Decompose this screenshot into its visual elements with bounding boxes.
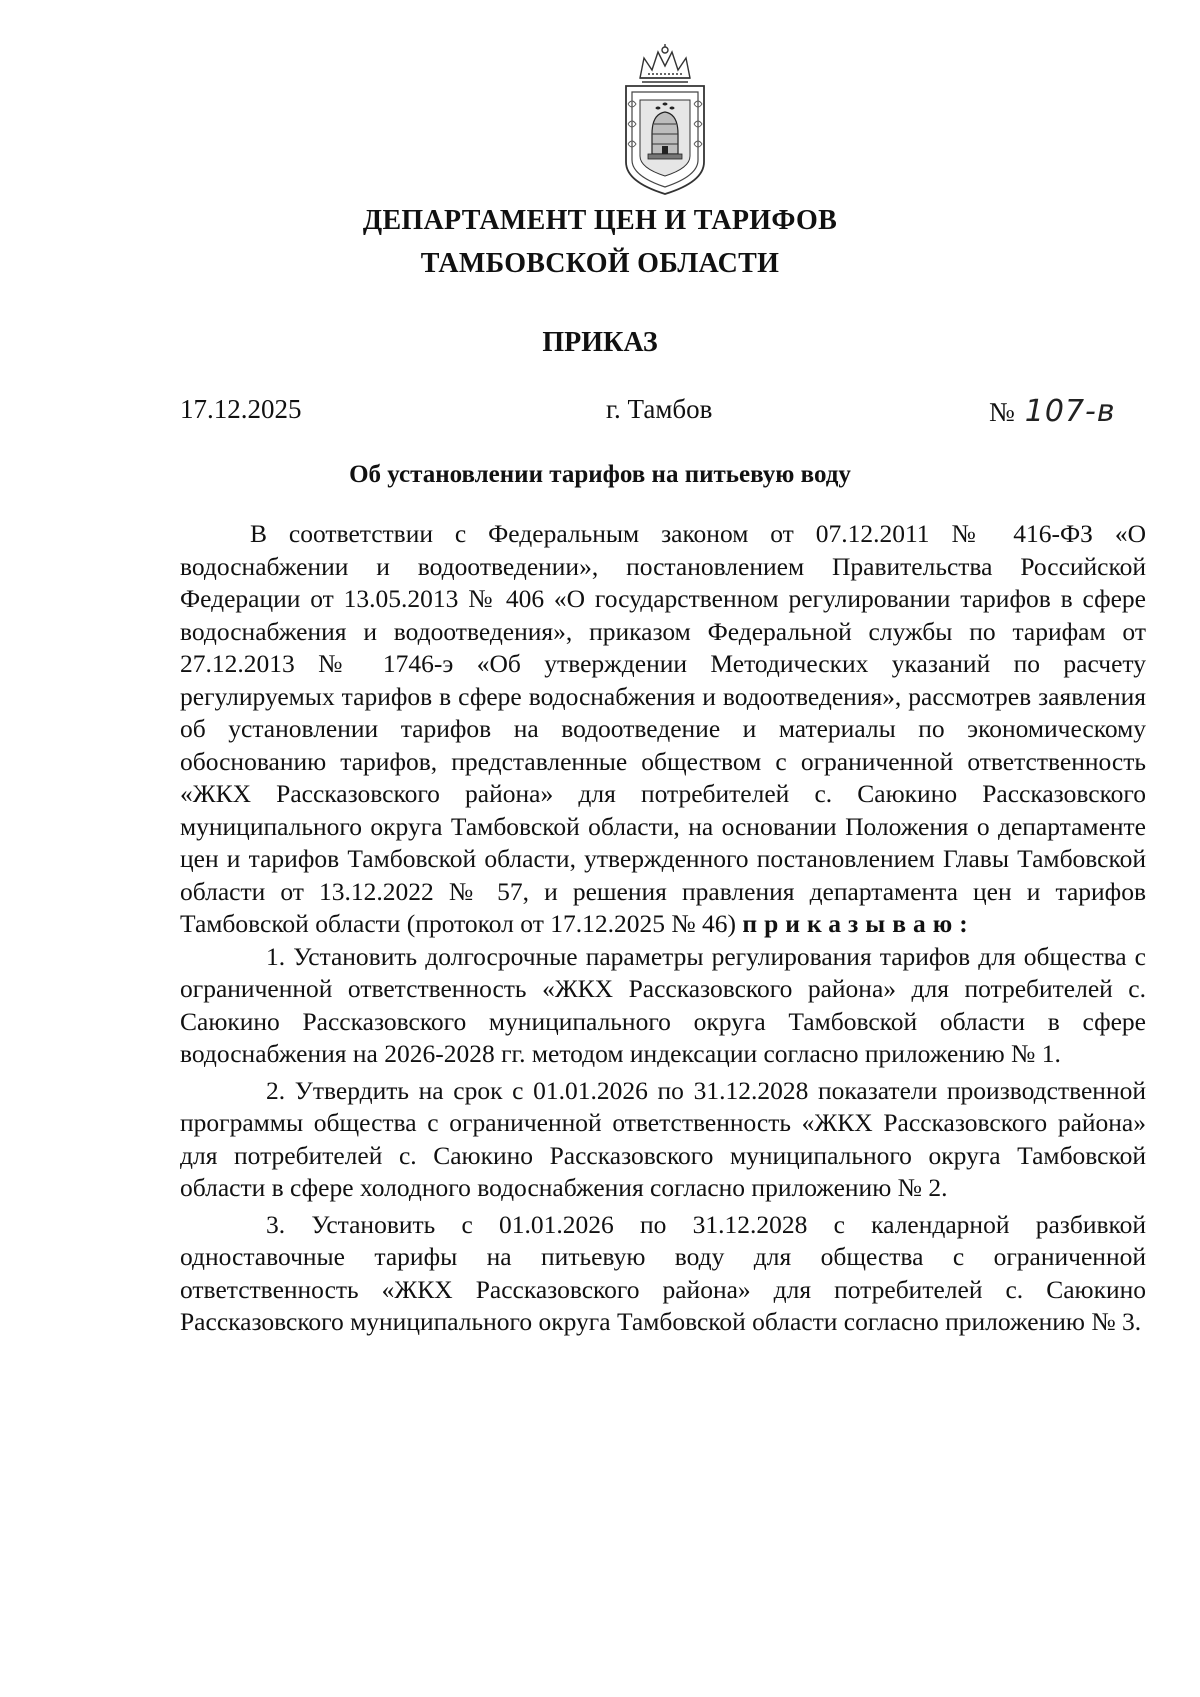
order-date: 17.12.2025 — [180, 394, 302, 424]
order-number — [989, 394, 1116, 429]
department-name-line1: ДЕПАРТАМЕНТ ЦЕН И ТАРИФОВ — [362, 205, 838, 236]
order-city: г. Тамбов — [606, 394, 713, 424]
handwritten-number: 107-в — [1024, 394, 1116, 429]
document-type-title: ПРИКАЗ — [542, 327, 658, 358]
preamble-paragraph — [180, 518, 1146, 941]
department-name-line2: ТАМБОВСКОЙ ОБЛАСТИ — [420, 248, 780, 279]
order-body — [180, 518, 1146, 1339]
order-item-2: 2. Утвердить на срок с 01.01.2026 по 31.12.2028 показатели производственной программы общества с ограниченной ответственность «ЖКХ Рассказовского района» для потребителей с. Саюкино Рассказовского муниципального округа Тамбовской области в сфере холодного водоснабжения согласно приложению № 2. — [180, 1075, 1146, 1202]
coat-of-arms-icon — [618, 44, 712, 196]
order-subject: Об установлении тарифов на питьевую воду — [349, 461, 851, 488]
order-item-1: 1. Установить долгосрочные параметры регулирования тарифов для общества с ограниченной ответственность «ЖКХ Рассказовского района» для потребителей с. Саюкино Рассказовского муниципального округа Тамбовской области в сфере водоснабжения на 2026-2028 гг. методом индексации согласно приложению № 1. — [180, 941, 1146, 1068]
order-item-3: 3. Установить с 01.01.2026 по 31.12.2028 с календарной разбивкой одноставочные тарифы на питьевую воду для общества с ограниченной ответственность «ЖКХ Рассказовского района» для потребителей с. Саюкино Рассказовского муниципального округа Тамбовской области согласно приложению № 3. — [180, 1209, 1146, 1336]
preamble-text: В соответствии с Федеральным законом от 07.12.2011 № 416-ФЗ «О водоснабжении и водоотведении», постановлением Правительства Российской Федерации от 13.05.2013 № 406 «О государственном регулировании тарифов в сфере водоснабжения и водоотведения», приказом Федеральной службы по тарифам от 27.12.2013 № 1746-э «Об утверждении Методических указаний по расчету регулируемых тарифов в сфере водоснабжения и водоотведения», рассмотрев заявления об установлении тарифов на водоотведение и материалы по экономическому обоснованию тарифов, представленные обществом с ограниченной ответственность «ЖКХ Рассказовского района» для потребителей с. Саюкино Рассказовского муниципального округа Тамбовской области, на основании Положения о департаменте цен и тарифов Тамбовской области, утвержденного постановлением Главы Тамбовской области от 13.12.2022 № 57, и решения правления департамента цен и тарифов Тамбовской области (протокол от 17.12.2025 № 46) — [180, 519, 1146, 938]
order-word: приказываю: — [742, 909, 975, 938]
number-sign: № — [989, 397, 1015, 427]
